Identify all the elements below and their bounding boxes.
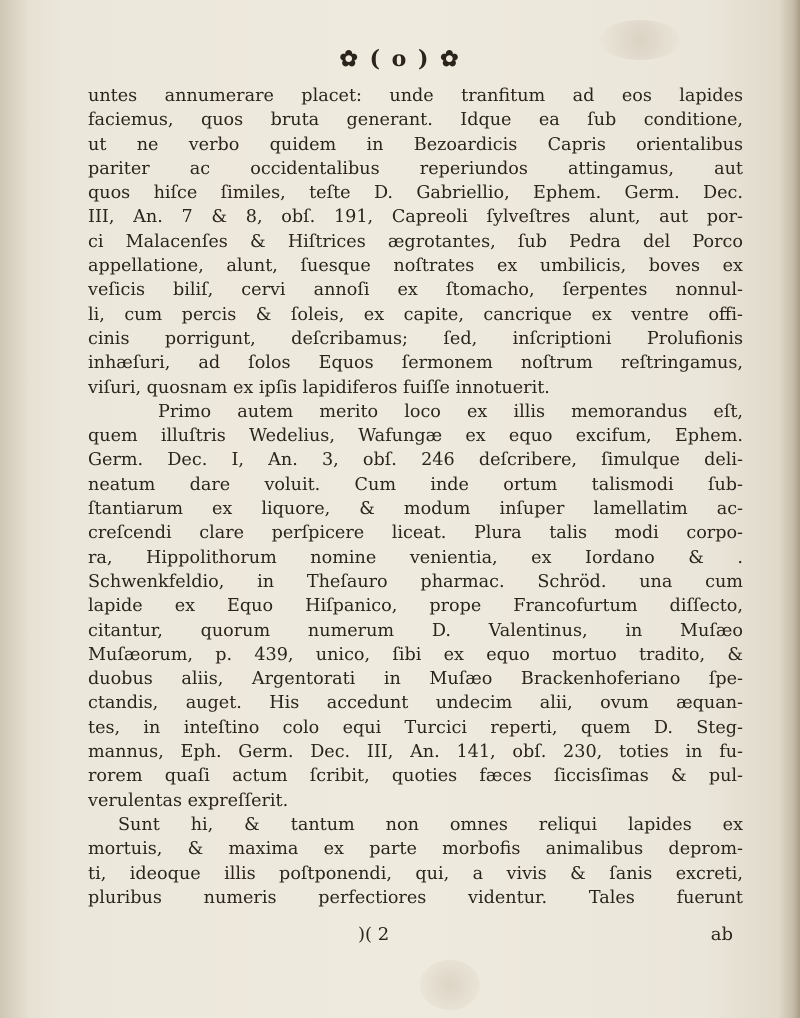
text-line: faciemus, quos bruta generant. Idque ea ſub conditione, bbox=[88, 110, 743, 131]
text-line: III, An. 7 & 8, obſ. 191, Capreoli ſylveſtres alunt, aut por- bbox=[88, 207, 743, 228]
text-line: lapide ex Equo Hiſpanico, prope Francofurtum diſſecto, bbox=[88, 596, 743, 617]
text-line: creſcendi clare perſpicere liceat. Plura talis modi corpo- bbox=[88, 523, 743, 544]
text-line: pluribus numeris perfectiores videntur. Tales fuerunt bbox=[88, 887, 743, 908]
text-line: ci Malacenſes & Hiſtrices ægrotantes, ſub Pedra del Porco bbox=[88, 231, 743, 252]
text-line: ra, Hippolithorum nomine venientia, ex Iordano & . bbox=[88, 547, 743, 568]
text-line: viſuri, quosnam ex ipſis lapidiferos fuiſſe innotuerit. bbox=[88, 377, 550, 398]
page-header-ornament: ✿ ( o ) ✿ bbox=[339, 46, 461, 72]
text-line: citantur, quorum numerum D. Valentinus, in Muſæo bbox=[88, 620, 743, 641]
text-line: Germ. Dec. I, An. 3, obſ. 246 deſcribere, ſimulque deli- bbox=[88, 450, 743, 471]
text-line: untes annumerare placet: unde tranfitum ad eos lapides bbox=[88, 86, 743, 106]
text-line: cinis porrigunt, deſcribamus; ſed, inſcriptioni Prolufionis bbox=[88, 328, 743, 349]
text-line: pariter ac occidentalibus reperiundos attingamus, aut bbox=[88, 158, 743, 179]
text-line: ſtantiarum ex liquore, & modum inſuper lamellatim ac- bbox=[88, 499, 743, 520]
text-line: ctandis, auget. His accedunt undecim alii, ovum æquan- bbox=[88, 693, 743, 714]
text-line: neatum dare voluit. Cum inde ortum talismodi ſub- bbox=[88, 474, 743, 495]
text-line: Schwenkfeldio, in Theſauro pharmac. Schröd. una cum bbox=[88, 571, 743, 592]
page-footer bbox=[88, 924, 743, 950]
page-gutter-shadow bbox=[0, 0, 30, 1018]
text-line: quos hiſce ſimiles, teſte D. Gabriellio, Ephem. Germ. Dec. bbox=[88, 183, 743, 204]
text-line: duobus aliis, Argentorati in Muſæo Brackenhoferiano ſpe- bbox=[88, 669, 743, 690]
paper-stain bbox=[420, 960, 480, 1010]
text-line: Sunt hi, & tantum non omnes reliqui lapides ex bbox=[118, 814, 743, 835]
text-line: verulentas expreſſerit. bbox=[88, 790, 289, 811]
signature-mark: )( 2 bbox=[358, 924, 390, 945]
text-line: Primo autem merito loco ex illis memorandus eſt, bbox=[158, 401, 743, 422]
text-line: Muſæorum, p. 439, unico, ſibi ex equo mortuo tradito, & bbox=[88, 644, 743, 665]
text-line: mannus, Eph. Germ. Dec. III, An. 141, obſ. 230, toties in fu- bbox=[88, 742, 743, 763]
text-line: ut ne verbo quidem in Bezoardicis Capris orientalibus bbox=[88, 134, 743, 155]
text-line: ti, ideoque illis poſtponendi, qui, a vivis & ſanis excreti, bbox=[88, 863, 743, 884]
text-line: inhæſuri, ad ſolos Equos ſermonem noſtrum reſtringamus, bbox=[88, 353, 743, 374]
text-line: li, cum percis & ſoleis, ex capite, cancrique ex ventre offi- bbox=[88, 304, 743, 325]
text-line: mortuis, & maxima ex parte morbofis animalibus deprom- bbox=[88, 839, 743, 860]
text-line: appellatione, alunt, ſuesque noſtrates ex umbilicis, boves ex bbox=[88, 256, 743, 277]
text-line: quem illuſtris Wedelius, Wafungæ ex equo excifum, Ephem. bbox=[88, 426, 743, 447]
body-text bbox=[88, 84, 743, 910]
catchword: ab bbox=[710, 924, 733, 945]
text-line: rorem quaſi actum ſcribit, quoties fæces ſiccisſimas & pul- bbox=[88, 766, 743, 787]
text-line: tes, in inteſtino colo equi Turcici reperti, quem D. Steg- bbox=[88, 717, 743, 738]
text-line: veſicis biliſ, cervi annoſi ex ſtomacho, ſerpentes nonnul- bbox=[88, 280, 743, 301]
page-edge-shadow bbox=[778, 0, 800, 1018]
